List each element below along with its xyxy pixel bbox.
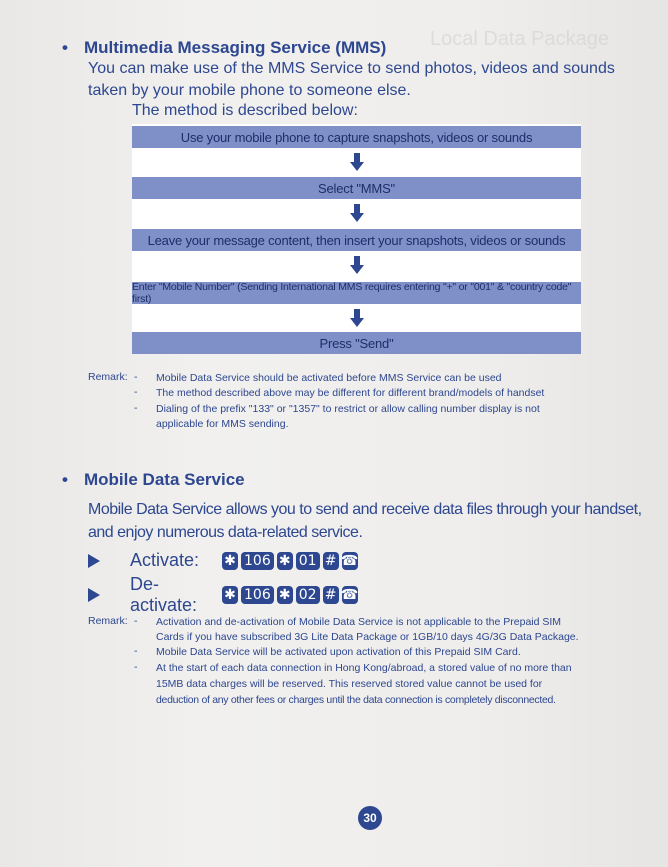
mms-remark-3: Dialing of the prefix "133" or "1357" to restrict or allow calling number display is not	[156, 403, 540, 415]
digit-key: 02	[296, 586, 320, 604]
data-remark-1-cont: Cards if you have subscribed 3G Lite Data Package or 1GB/10 days 4G/3G Data Package.	[156, 631, 579, 643]
mms-intro-line1: You can make use of the MMS Service to send photos, videos and sounds	[88, 60, 615, 77]
down-arrow-icon	[350, 256, 364, 274]
remark-dash: -	[134, 645, 138, 657]
mms-remark-2: The method described above may be different for different brand/models of handset	[156, 387, 545, 399]
bullet-icon: •	[62, 470, 68, 489]
star-key-icon: ✱	[277, 586, 293, 604]
flow-step-5: Press "Send"	[132, 332, 581, 354]
down-arrow-icon	[350, 309, 364, 327]
hash-key-icon: #	[323, 552, 339, 570]
digit-key: 01	[296, 552, 320, 570]
down-arrow-icon	[350, 153, 364, 171]
mms-intro-line2: taken by your mobile phone to someone else.	[88, 82, 411, 99]
remark-dash: -	[134, 402, 138, 414]
flow-step-3: Leave your message content, then insert your snapshots, videos or sounds	[132, 229, 581, 251]
remark-dash: -	[134, 371, 138, 383]
activate-row	[88, 550, 361, 571]
deactivate-label: De-activate:	[130, 574, 198, 615]
digit-key: 106	[241, 552, 274, 570]
data-remark-1: Activation and de-activation of Mobile Data Service is not applicable to the Prepaid SIM	[156, 616, 562, 628]
flow-step-4: Enter "Mobile Number" (Sending International MMS requires entering "+" or "001" & "country code" first)	[132, 282, 581, 304]
hash-key-icon: #	[323, 586, 339, 604]
star-key-icon: ✱	[222, 586, 238, 604]
data-remark-3-cont2: deduction of any other fees or charges until the data connection is completely disconnected.	[156, 694, 556, 706]
remark-dash: -	[134, 661, 138, 673]
star-key-icon: ✱	[277, 552, 293, 570]
down-arrow-icon	[350, 204, 364, 222]
data-remark-3-cont1: 15MB data charges will be reserved. This reserved stored value cannot be used for	[156, 678, 543, 690]
data-service-section-title: • Mobile Data Service	[62, 470, 245, 489]
page-number-badge: 30	[358, 806, 382, 830]
flow-step-1: Use your mobile phone to capture snapshots, videos or sounds	[132, 126, 581, 148]
data-remark-label: Remark:	[88, 615, 128, 627]
mms-method-intro: The method is described below:	[132, 102, 358, 119]
mms-flowchart	[132, 124, 581, 354]
activate-label: Activate:	[130, 550, 200, 570]
mms-remark-1: Mobile Data Service should be activated before MMS Service can be used	[156, 372, 502, 384]
call-key-icon: ☎	[340, 587, 359, 603]
triangle-bullet-icon	[88, 588, 100, 602]
call-key-icon: ☎	[340, 552, 359, 569]
mms-remark-label: Remark:	[88, 371, 128, 383]
show-through-text: Local Data Package	[430, 28, 610, 50]
digit-key: 106	[241, 586, 274, 604]
data-remark-3: At the start of each data connection in Hong Kong/abroad, a stored value of no more than	[156, 662, 572, 674]
remark-dash: -	[134, 615, 138, 627]
data-service-intro-line1: Mobile Data Service allows you to send and receive data files through your handset,	[88, 501, 642, 518]
bullet-icon: •	[62, 38, 68, 57]
data-service-intro-line2: and enjoy numerous data-related service.	[88, 524, 363, 541]
deactivate-row	[88, 574, 361, 616]
mms-remark-3-cont: applicable for MMS sending.	[156, 418, 289, 430]
star-key-icon: ✱	[222, 552, 238, 570]
data-remark-2: Mobile Data Service will be activated upon activation of this Prepaid SIM Card.	[156, 646, 521, 658]
remark-dash: -	[134, 386, 138, 398]
mms-section-title: • Multimedia Messaging Service (MMS)	[62, 38, 387, 57]
flow-step-2: Select "MMS"	[132, 177, 581, 199]
triangle-bullet-icon	[88, 554, 100, 568]
